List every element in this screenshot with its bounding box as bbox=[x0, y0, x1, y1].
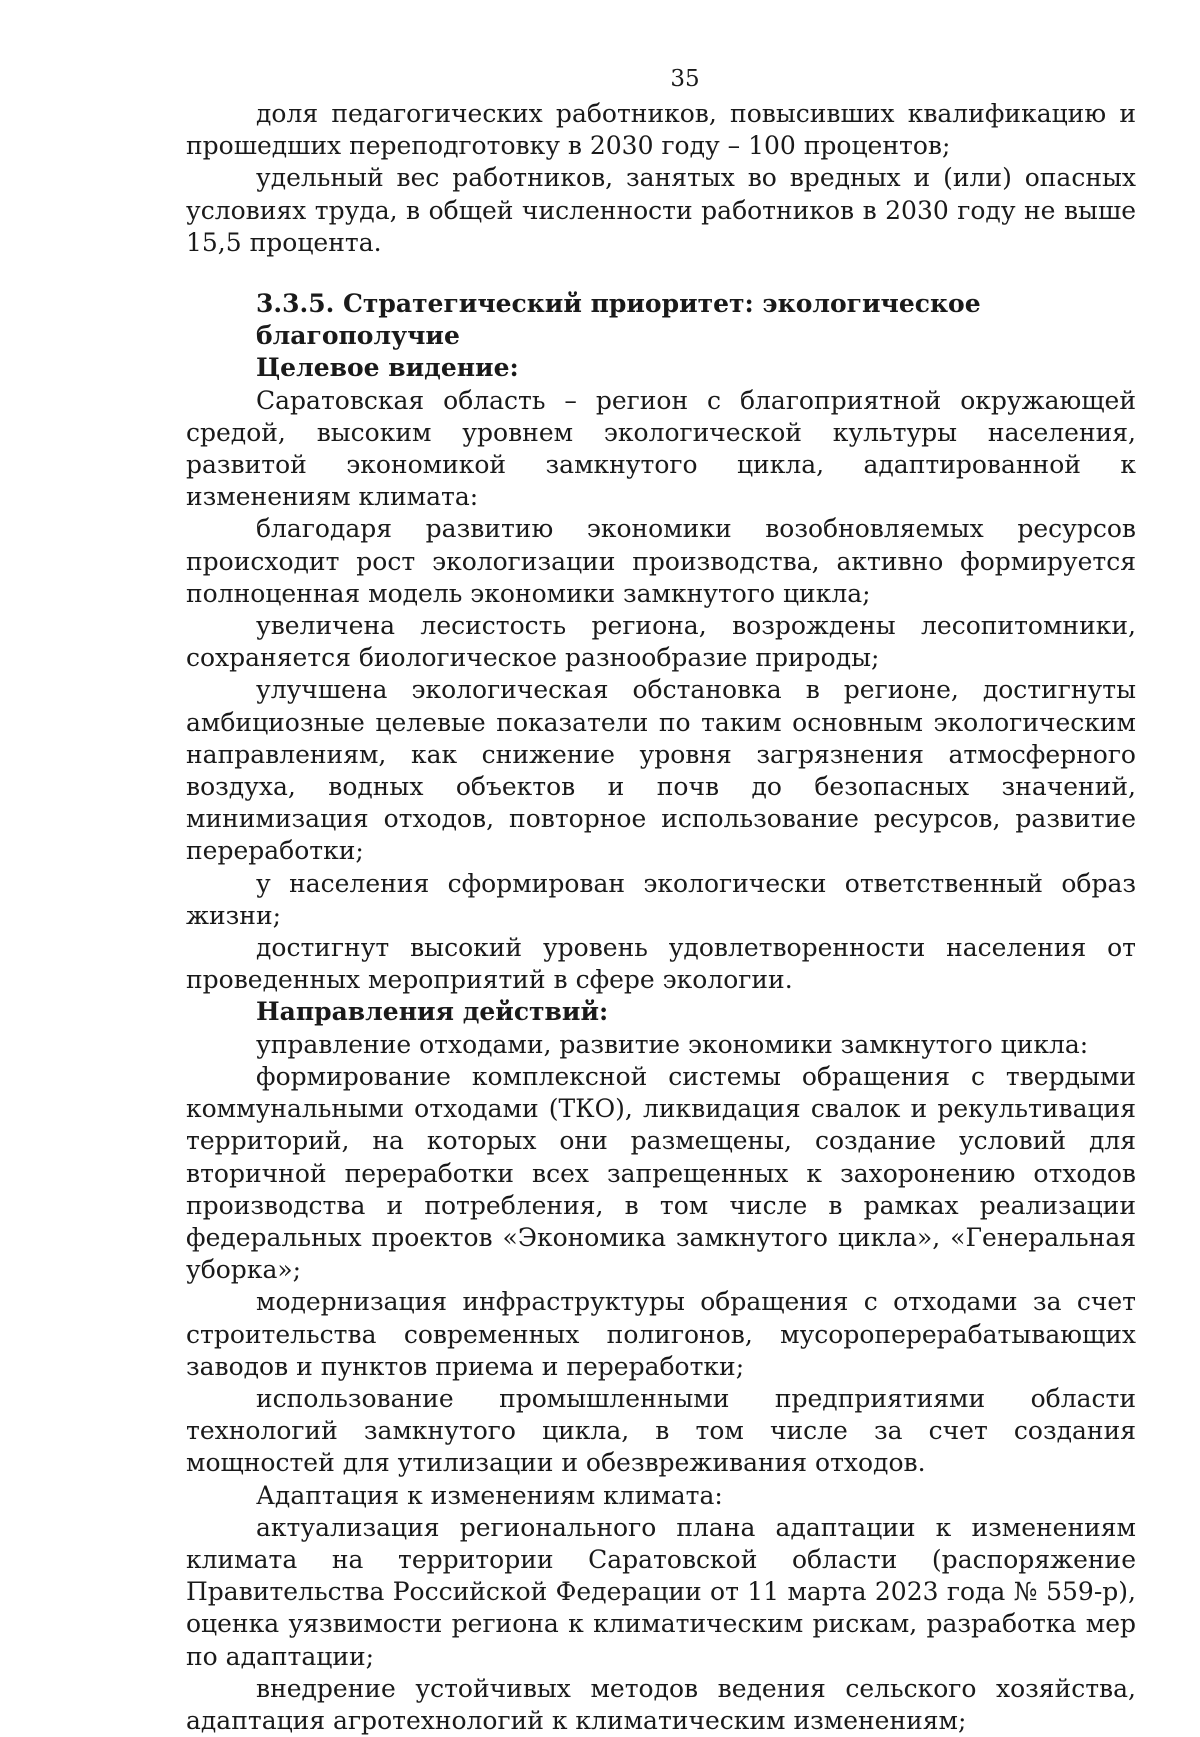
paragraph: увеличена лесистость региона, возрождены лесопитомники, сохраняется биологическое разнообразие природы; bbox=[186, 611, 1136, 673]
paragraph: доля педагогических работников, повысивших квалификацию и прошедших переподготовку в 2030 году – 100 процентов; bbox=[186, 99, 1136, 161]
document-body bbox=[186, 98, 1136, 1737]
paragraph: достигнут высокий уровень удовлетворенности населения от проведенных мероприятий в сфере экологии. bbox=[186, 933, 1136, 995]
paragraph: Адаптация к изменениям климата: bbox=[256, 1480, 723, 1510]
subheading-target-vision: Целевое видение: bbox=[256, 353, 519, 383]
section-spacer bbox=[186, 259, 1136, 288]
paragraph: актуализация регионального плана адаптации к изменениям климата на территории Саратовской области (распоряжение Правительства Российской Федерации от 11 марта 2023 года № 559-р), оценка уязвимости региона к климатическим рискам, разработка мер по адаптации; bbox=[186, 1512, 1136, 1671]
paragraph: улучшена экологическая обстановка в регионе, достигнуты амбициозные целевые показатели по таким основным экологическим направлениям, как снижение уровня загрязнения атмосферного воздуха, водных объектов и почв до безопасных значений, минимизация отходов, повторное использование ресурсов, развитие переработки; bbox=[186, 675, 1136, 866]
paragraph: управление отходами, развитие экономики замкнутого цикла: bbox=[256, 1029, 1089, 1059]
paragraph: удельный вес работников, занятых во вредных и (или) опасных условиях труда, в общей численности работников в 2030 году не выше 15,5 процента. bbox=[186, 163, 1136, 257]
page-number: 35 bbox=[670, 66, 700, 92]
paragraph: использование промышленными предприятиями области технологий замкнутого цикла, в том числе за счет создания мощностей для утилизации и обезвреживания отходов. bbox=[186, 1383, 1136, 1478]
paragraph: у населения сформирован экологически ответственный образ жизни; bbox=[186, 868, 1136, 930]
paragraph: формирование комплексной системы обращения с твердыми коммунальными отходами (ТКО), ликвидация свалок и рекультивация территорий, на которых они размещены, создание условий для вторичной переработки всех запрещенных к захоронению отходов производства и потребления, в том числе в рамках реализации федеральных проектов «Экономика замкнутого цикла», «Генеральная уборка»; bbox=[186, 1061, 1136, 1285]
paragraph: Саратовская область – регион с благоприятной окружающей средой, высоким уровнем экологической культуры населения, развитой экономикой замкнутого цикла, адаптированной к изменениям климата: bbox=[186, 385, 1136, 512]
subheading-action-directions: Направления действий: bbox=[256, 997, 609, 1027]
paragraph: модернизация инфраструктуры обращения с отходами за счет строительства современных полигонов, мусороперерабатывающих заводов и пунктов приема и переработки; bbox=[186, 1287, 1136, 1381]
section-heading: 3.3.5. Стратегический приоритет: экологическое благополучие bbox=[256, 289, 981, 351]
paragraph: внедрение устойчивых методов ведения сельского хозяйства, адаптация агротехнологий к климатическим изменениям; bbox=[186, 1673, 1136, 1735]
paragraph: благодаря развитию экономики возобновляемых ресурсов происходит рост экологизации производства, активно формируется полноценная модель экономики замкнутого цикла; bbox=[186, 514, 1136, 608]
